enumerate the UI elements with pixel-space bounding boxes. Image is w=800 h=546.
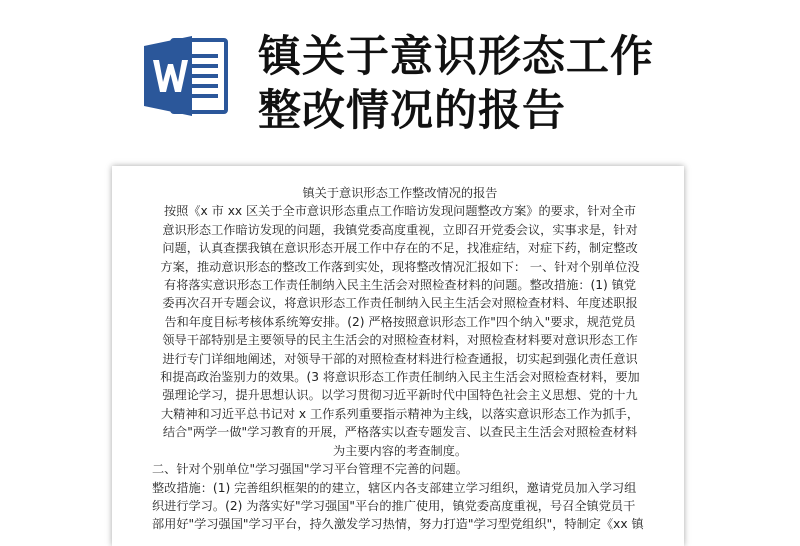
text-line: 整改措施：(1) 完善组织框架的的建立，辖区内各支部建立学习组织，邀请党员加入学习组: [152, 480, 637, 495]
page-title: [258, 30, 778, 138]
text-line: 和提高政治鉴别力的效果。(3 将意识形态工作责任制纳入民主生活会对照检查材料，要加: [160, 370, 640, 385]
text-line: 委再次召开专题会议，将意识形态工作责任制纳入民主生活会对照检查材料、年度述职报: [162, 296, 638, 311]
word-icon: [142, 34, 230, 118]
header: [0, 0, 800, 160]
text-line: 意识形态工作暗访发现的问题，我镇党委高度重视，立即召开党委会议，实事求是，针对: [162, 222, 638, 237]
text-line: 告和年度目标考核体系统筹安排。(2) 严格按照意识形态工作"四个纳入"要求，规范党员: [164, 314, 636, 329]
text-line: 为主要内容的考查制度。: [332, 443, 468, 458]
title-line-1: 镇关于意识形态工作: [258, 32, 654, 82]
text-line: 方案，推动意识形态的整改工作落到实处，现将整改情况汇报如下： 一、针对个别单位没: [160, 259, 640, 274]
document-body: [152, 184, 648, 534]
text-line: 部用好"学习强国"学习平台，持久激发学习热情，努力打造"学习型党组织"，特制定《xx 镇: [152, 517, 644, 532]
text-line: 强理论学习，提升思想认识。以学习贯彻习近平新时代中国特色社会主义思想、党的十九: [162, 388, 638, 403]
text-line: 大精神和习近平总书记对 x 工作系列重要指示精神为主线，以落实意识形态工作为抓手，: [160, 406, 640, 421]
text-line: 问题，认真查摆我镇在意识形态开展工作中存在的不足，找准症结，对症下药，制定整改: [162, 241, 638, 256]
text-line: 进行专门详细地阐述，对领导干部的对照检查材料进行检查通报，切实起到强化责任意识: [162, 351, 638, 366]
text-line: 按照《x 市 xx 区关于全市意识形态重点工作暗访发现问题整改方案》的要求，针对全市: [163, 204, 636, 219]
section-heading: 二、针对个别单位"学习强国"学习平台管理不完善的问题。: [152, 462, 468, 477]
text-line: 领导干部特别是主要领导的民主生活会的对照检查材料，对照检查材料要对意识形态工作: [162, 333, 638, 348]
text-line: 有将落实意识形态工作责任制纳入民主生活会对照检查材料的问题。整改措施：(1) 镇党: [163, 278, 637, 293]
title-line-2: 整改情况的报告: [258, 86, 566, 136]
document-page: [112, 166, 684, 546]
text-line: 结合"两学一做"学习教育的开展，严格落实以查专题发言、以查民主生活会对照检查材料: [162, 425, 638, 440]
document-title: 镇关于意识形态工作整改情况的报告: [302, 186, 498, 200]
text-line: 织进行学习。(2) 为落实好"学习强国"平台的推广使用，镇党委高度重视，号召全镇党员干: [152, 498, 636, 513]
